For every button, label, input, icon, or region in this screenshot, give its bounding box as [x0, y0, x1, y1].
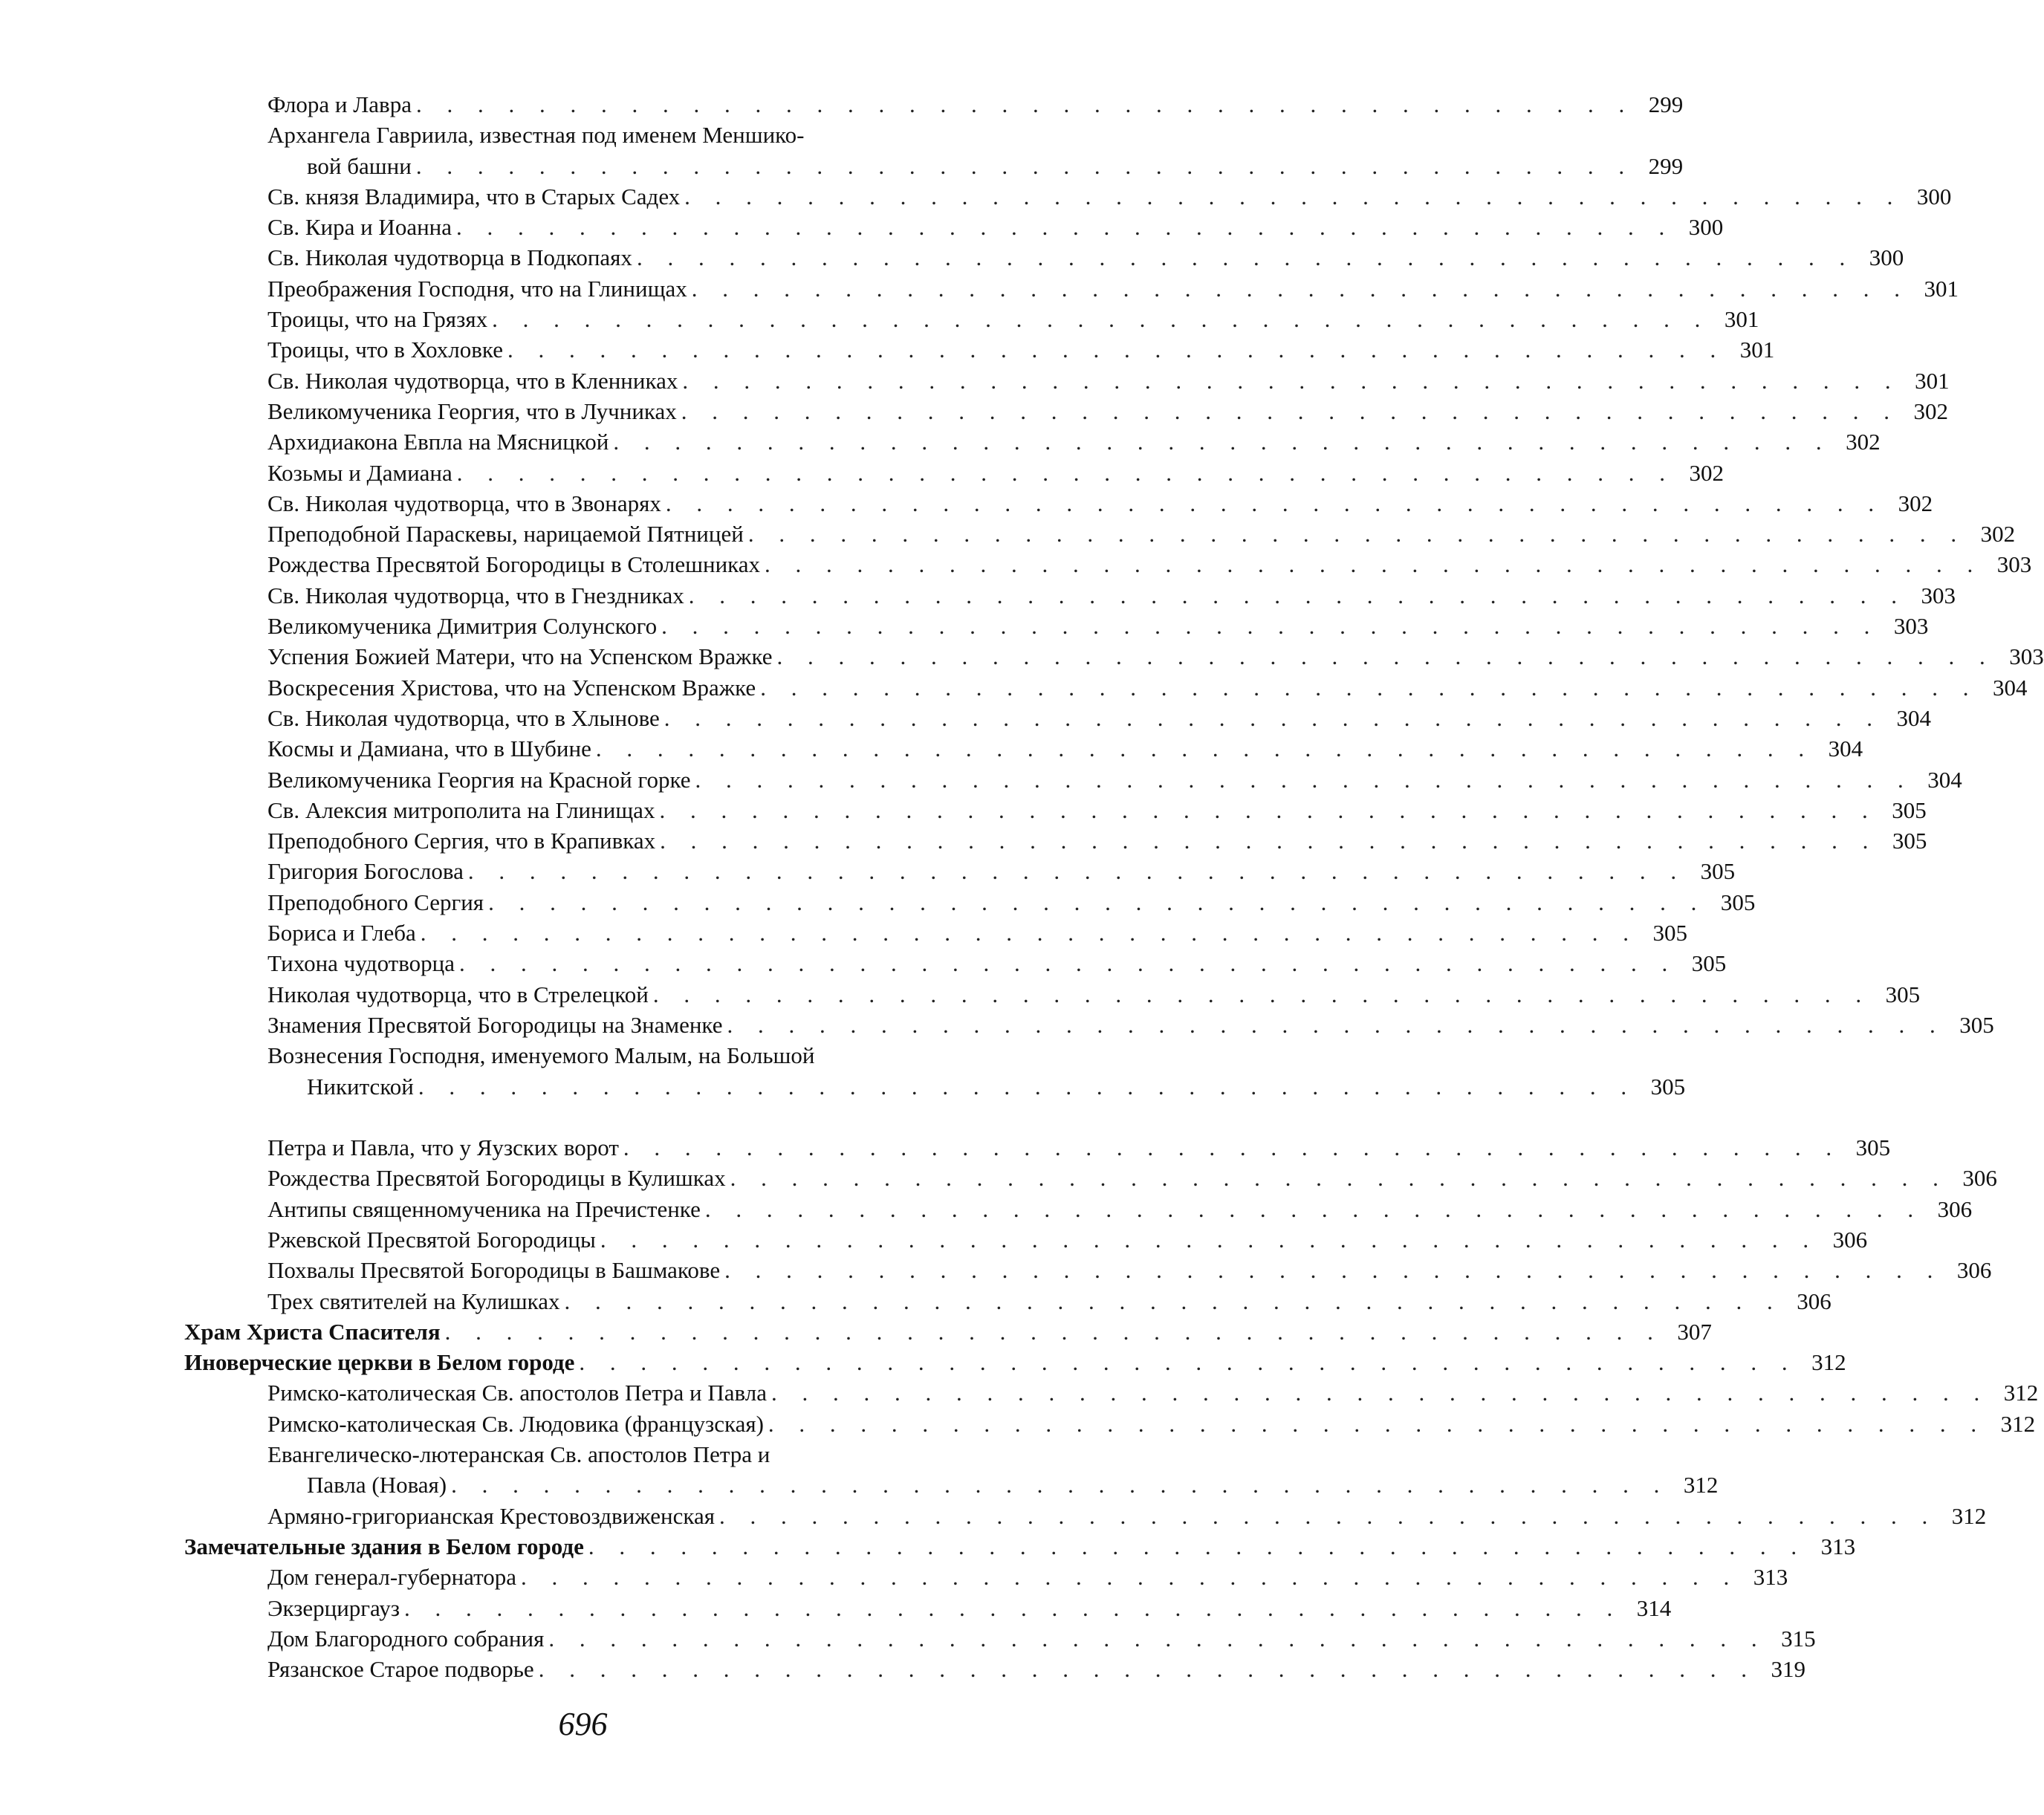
toc-entry-title: Преображения Господня, что на Глинищах	[267, 275, 687, 302]
dot-leader: . . . . . . . . . . . . . . . . . . . . . . . . . . . . . . . . . . . . . . . .	[704, 1195, 1924, 1222]
toc-entry-page: 312	[1951, 1502, 1987, 1529]
toc-entry-page: 303	[2009, 643, 2044, 670]
dot-leader: . . . . . . . . . . . . . . . . . . . . . . . . . . . . . . . . . . . . . . . .	[730, 1165, 1948, 1192]
toc-entry	[184, 426, 1881, 457]
toc-entry-page: 301	[1724, 306, 1759, 333]
toc-entry-title: Антипы священномученика на Пречистенке	[267, 1195, 701, 1222]
toc-entry-title: Тихона чудотворца	[267, 950, 455, 977]
dot-leader: . . . . . . . . . . . . . . . . . . . . . . . . . . . . . . . . . . . . . . . .	[467, 858, 1687, 885]
toc-entry-page: 305	[1720, 889, 1756, 915]
toc-entry	[184, 703, 1932, 733]
toc-entry	[184, 733, 1863, 764]
dot-leader: . . . . . . . . . . . . . . . . . . . . . . . . . . . . . . . . . . . . . . . .	[415, 91, 1635, 117]
toc-entry	[184, 1654, 1805, 1684]
toc-entry-title: Св. Алексия митрополита на Глинищах	[267, 796, 655, 823]
toc-entry-page: 306	[1832, 1226, 1868, 1253]
toc-entry	[184, 488, 1933, 519]
toc-entry-title: Троицы, что в Хохловке	[267, 337, 503, 363]
toc-entry-page: 305	[1892, 796, 1927, 823]
toc-entry-title: Петра и Павла, что у Яузских ворот	[267, 1134, 619, 1161]
toc-entry	[184, 396, 1949, 426]
toc-entry	[184, 1470, 1719, 1500]
dot-leader: . . . . . . . . . . . . . . . . . . . . . . . . . . . . . . . . . . . . . . . .	[507, 337, 1726, 363]
toc-entry	[184, 334, 1775, 365]
dot-leader: . . . . . . . . . . . . . . . . . . . . . . . . . . . . . . . . . . . . . . . .	[652, 981, 1872, 1007]
toc-entry	[184, 181, 1952, 212]
toc-entry-page: 305	[1700, 858, 1736, 885]
toc-entry	[184, 948, 1727, 978]
toc-entry-page: 305	[1885, 981, 1921, 1007]
toc-entry	[184, 366, 1950, 396]
toc-entry-title: Похвалы Пресвятой Богородицы в Башмакове	[267, 1257, 721, 1284]
toc-entry-page: 307	[1677, 1318, 1712, 1345]
dot-leader: . . . . . . . . . . . . . . . . . . . . . . . . . . . . . . . . . . . . . . . .	[564, 1288, 1782, 1314]
toc-entry-page: 302	[1846, 429, 1881, 455]
dot-leader: . . . . . . . . . . . . . . . . . . . . . . . . . . . . . . . . . . . . . . . .	[636, 244, 1855, 271]
toc-entry-page: 312	[1811, 1349, 1846, 1376]
toc-entry	[184, 1071, 1686, 1102]
toc-entry-title: Преподобного Сергия, что в Крапивках	[267, 828, 656, 854]
toc-entry	[184, 304, 1759, 334]
toc-entry-title: Св. князя Владимира, что в Старых Садех	[267, 183, 681, 210]
dot-leader: . . . . . . . . . . . . . . . . . . . . . . . . . . . . . . . . . . . . . . . .	[579, 1349, 1797, 1376]
toc-entry	[184, 549, 2032, 579]
toc-entry	[184, 1255, 1992, 1285]
toc-entry-title: вой башни	[307, 152, 412, 179]
toc-entry	[184, 979, 1921, 1010]
toc-entry	[184, 1501, 1987, 1531]
dot-leader: . . . . . . . . . . . . . . . . . . . . . . . . . . . . . . . . . . . . . . . .	[768, 1410, 1987, 1437]
page-number: 696	[558, 1706, 608, 1742]
toc-entry-page: 312	[2003, 1380, 2039, 1406]
toc-entry	[184, 918, 1687, 948]
dot-leader: . . . . . . . . . . . . . . . . . . . . . . . . . . . . . . . . . . . . . . . .	[664, 704, 1883, 731]
dot-leader: . . . . . . . . . . . . . . . . . . . . . . . . . . . . . . . . . . . . . . . .	[718, 1502, 1938, 1529]
toc-entry-title: Храм Христа Спасителя	[184, 1318, 441, 1345]
toc-entry-title: Бориса и Глеба	[267, 920, 416, 947]
dot-leader: . . . . . . . . . . . . . . . . . . . . . . . . . . . . . . . . . . . . . . . .	[613, 429, 1832, 455]
toc-entry	[184, 672, 2028, 703]
toc-entry-page: 305	[1959, 1011, 1994, 1038]
toc-entry	[184, 1593, 1672, 1623]
dot-leader: . . . . . . . . . . . . . . . . . . . . . . . . . . . . . . . . . . . . . . . .	[415, 152, 1635, 179]
toc-entry-title: Преподобной Параскевы, нарицаемой Пятницей	[267, 521, 744, 548]
dot-leader: . . . . . . . . . . . . . . . . . . . . . . . . . . . . . . . . . . . . . . . .	[538, 1656, 1756, 1683]
toc-entry-title: Троицы, что на Грязях	[267, 306, 488, 333]
toc-entry	[184, 89, 1684, 120]
dot-leader: . . . . . . . . . . . . . . . . . . . . . . . . . . . . . . . . . . . . . . . .	[444, 1318, 1663, 1345]
toc-entry-page: 306	[1962, 1165, 1997, 1192]
toc-entry-title: Вознесения Господня, именуемого Малым, на Большой	[267, 1042, 815, 1069]
toc-entry	[184, 151, 1684, 181]
toc-entry	[184, 242, 1904, 273]
toc-entry-title: Архидиакона Евпла на Мясницкой	[267, 429, 609, 455]
dot-leader: . . . . . . . . . . . . . . . . . . . . . . . . . . . . . . . . . . . . . . . .	[403, 1594, 1623, 1621]
toc-entry-title: Рождества Пресвятой Богородицы в Кулишках	[267, 1165, 726, 1192]
toc-entry-title: Экзерциргауз	[267, 1594, 400, 1621]
toc-entry-title: Св. Николая чудотворца, что в Гнездниках	[267, 582, 684, 608]
toc-entry	[184, 1163, 1997, 1193]
toc-entry-title: Великомученика Георгия, что в Лучниках	[267, 397, 677, 424]
toc-entry-title: Св. Николая чудотворца, что в Хлынове	[267, 704, 660, 731]
toc-entry-page: 305	[1650, 1073, 1686, 1100]
toc-entry	[184, 1439, 1002, 1470]
toc-entry-title: Павла (Новая)	[307, 1472, 447, 1499]
dot-leader: . . . . . . . . . . . . . . . . . . . . . . . . . . . . . . . . . . . . . . . .	[488, 889, 1707, 915]
toc-entry	[184, 764, 1962, 795]
toc-entry-page: 302	[1898, 490, 1933, 516]
toc-entry	[184, 1286, 1832, 1316]
toc-entry-title: Григория Богослова	[267, 858, 464, 885]
toc-entry-title: Иноверческие церкви в Белом городе	[184, 1349, 575, 1376]
toc-entry-title: Козьмы и Дамиана	[267, 459, 452, 486]
toc-entry-title: Знамения Пресвятой Богородицы на Знаменке	[267, 1011, 723, 1038]
toc-entry-page: 302	[1913, 397, 1949, 424]
dot-leader: . . . . . . . . . . . . . . . . . . . . . . . . . . . . . . . . . . . . . . . .	[623, 1134, 1842, 1161]
dot-leader: . . . . . . . . . . . . . . . . . . . . . . . . . . . . . . . . . . . . . . . .	[451, 1472, 1670, 1499]
dot-leader: . . . . . . . . . . . . . . . . . . . . . . . . . . . . . . . . . . . . . . . .	[695, 766, 1913, 793]
toc-entry-page: 301	[1924, 275, 1959, 302]
toc-entry-title: Армяно-григорианская Крестовоздвиженская	[267, 1502, 715, 1529]
toc-section-heading	[184, 1347, 1846, 1377]
toc-entry-page: 301	[1915, 367, 1950, 394]
dot-leader: . . . . . . . . . . . . . . . . . . . . . . . . . . . . . . . . . . . . . . . .	[747, 521, 1967, 548]
toc-section-heading	[184, 1531, 1856, 1562]
toc-entry	[184, 1194, 1973, 1224]
table-of-contents	[184, 89, 2044, 1684]
dot-leader: . . . . . . . . . . . . . . . . . . . . . . . . . . . . . . . . . . . . . . . .	[459, 950, 1678, 977]
toc-entry	[184, 273, 1959, 304]
toc-entry-title: Никитской	[307, 1073, 414, 1100]
dot-leader: . . . . . . . . . . . . . . . . . . . . . . . . . . . . . . . . . . . . . . . .	[521, 1564, 1739, 1591]
toc-entry	[184, 611, 1929, 641]
toc-entry-title: Трех святителей на Кулишках	[267, 1288, 560, 1314]
dot-leader: . . . . . . . . . . . . . . . . . . . . . . . . . . . . . . . . . . . . . . . .	[418, 1073, 1637, 1100]
dot-leader: . . . . . . . . . . . . . . . . . . . . . . . . . . . . . . . . . . . . . . . .	[595, 736, 1814, 762]
toc-entry-title: Римско-католическая Св. Людовика (французская)	[267, 1410, 764, 1437]
toc-entry-title: Св. Николая чудотворца, что в Кленниках	[267, 367, 678, 394]
dot-leader: . . . . . . . . . . . . . . . . . . . . . . . . . . . . . . . . . . . . . . . .	[588, 1533, 1807, 1559]
toc-entry	[184, 519, 2016, 549]
toc-entry	[184, 580, 1956, 611]
toc-entry-title: Св. Кира и Иоанна	[267, 214, 452, 241]
toc-entry-page: 302	[1689, 459, 1725, 486]
toc-entry-page: 303	[1996, 551, 2032, 578]
toc-entry-title: Великомученика Димитрия Солунского	[267, 613, 658, 640]
dot-leader: . . . . . . . . . . . . . . . . . . . . . . . . . . . . . . . . . . . . . . . .	[688, 582, 1907, 608]
dot-leader: . . . . . . . . . . . . . . . . . . . . . . . . . . . . . . . . . . . . . . . .	[684, 183, 1903, 210]
toc-entry-title: Замечательные здания в Белом городе	[184, 1533, 584, 1559]
toc-entry-page: 312	[1683, 1472, 1719, 1499]
toc-entry-title: Воскресения Христова, что на Успенском Вражке	[267, 674, 756, 701]
toc-entry-title: Св. Николая чудотворца, что в Звонарях	[267, 490, 661, 516]
toc-entry-page: 303	[1921, 582, 1956, 608]
toc-entry-title: Евангелическо-лютеранская Св. апостолов Петра и	[267, 1441, 770, 1468]
dot-leader: . . . . . . . . . . . . . . . . . . . . . . . . . . . . . . . . . . . . . . . .	[420, 920, 1638, 947]
toc-entry-title: Дом Благородного собрания	[267, 1625, 545, 1652]
toc-entry-title: Св. Николая чудотворца в Подкопаях	[267, 244, 632, 271]
toc-entry	[184, 825, 1927, 856]
dot-leader: . . . . . . . . . . . . . . . . . . . . . . . . . . . . . . . . . . . . . . . .	[724, 1257, 1943, 1284]
toc-entry-page: 304	[1992, 674, 2028, 701]
toc-entry-page: 306	[1956, 1257, 1992, 1284]
toc-entry-title: Римско-католическая Св. апостолов Петра и Павла	[267, 1380, 767, 1406]
toc-entry	[184, 212, 1724, 242]
toc-entry-page: 305	[1691, 950, 1727, 977]
toc-entry	[184, 856, 1736, 886]
dot-leader: . . . . . . . . . . . . . . . . . . . . . . . . . . . . . . . . . . . . . . . .	[765, 551, 1983, 578]
toc-entry	[184, 1040, 1002, 1071]
toc-entry-title: Флора и Лавра	[267, 91, 412, 117]
dot-leader: . . . . . . . . . . . . . . . . . . . . . . . . . . . . . . . . . . . . . . . .	[681, 397, 1900, 424]
toc-entry-page: 315	[1781, 1625, 1816, 1652]
dot-leader: . . . . . . . . . . . . . . . . . . . . . . . . . . . . . . . . . . . . . . . .	[600, 1226, 1819, 1253]
toc-entry	[184, 1562, 1788, 1592]
toc-entry	[184, 1224, 1868, 1255]
dot-leader: . . . . . . . . . . . . . . . . . . . . . . . . . . . . . . . . . . . . . . . .	[691, 275, 1910, 302]
toc-entry	[184, 1623, 1816, 1654]
toc-entry	[184, 120, 1002, 150]
toc-entry-page: 313	[1820, 1533, 1856, 1559]
toc-entry-title: Рязанское Старое подворье	[267, 1656, 534, 1683]
toc-entry-page: 305	[1652, 920, 1687, 947]
toc-entry-page: 301	[1739, 337, 1775, 363]
toc-entry-page: 304	[1896, 704, 1932, 731]
toc-entry-page: 312	[2000, 1410, 2036, 1437]
toc-entry-page: 299	[1648, 152, 1684, 179]
dot-leader: . . . . . . . . . . . . . . . . . . . . . . . . . . . . . . . . . . . . . . . .	[661, 613, 1880, 640]
toc-entry	[184, 458, 1725, 488]
toc-entry-page: 300	[1688, 214, 1724, 241]
section-gap	[184, 1102, 1002, 1132]
dot-leader: . . . . . . . . . . . . . . . . . . . . . . . . . . . . . . . . . . . . . . . .	[659, 796, 1878, 823]
toc-entry-title: Архангела Гавриила, известная под именем Меншико-	[267, 122, 805, 149]
dot-leader: . . . . . . . . . . . . . . . . . . . . . . . . . . . . . . . . . . . . . . . .	[456, 459, 1675, 486]
toc-entry-page: 305	[1892, 828, 1927, 854]
dot-leader: . . . . . . . . . . . . . . . . . . . . . . . . . . . . . . . . . . . . . . . .	[665, 490, 1884, 516]
toc-entry-title: Космы и Дамиана, что в Шубине	[267, 736, 591, 762]
toc-entry-title: Ржевской Пресвятой Богородицы	[267, 1226, 596, 1253]
dot-leader: . . . . . . . . . . . . . . . . . . . . . . . . . . . . . . . . . . . . . . . .	[727, 1011, 1945, 1038]
toc-entry-page: 319	[1771, 1656, 1805, 1683]
toc-entry-page: 306	[1797, 1288, 1832, 1314]
dot-leader: . . . . . . . . . . . . . . . . . . . . . . . . . . . . . . . . . . . . . . . .	[760, 674, 1979, 701]
dot-leader: . . . . . . . . . . . . . . . . . . . . . . . . . . . . . . . . . . . . . . . .	[456, 214, 1675, 241]
dot-leader: . . . . . . . . . . . . . . . . . . . . . . . . . . . . . . . . . . . . . . . .	[771, 1380, 1990, 1406]
toc-entry	[184, 1010, 1994, 1040]
toc-entry	[184, 1132, 1891, 1163]
dot-leader: . . . . . . . . . . . . . . . . . . . . . . . . . . . . . . . . . . . . . . . .	[682, 367, 1901, 394]
dot-leader: . . . . . . . . . . . . . . . . . . . . . . . . . . . . . . . . . . . . . . . .	[548, 1625, 1767, 1652]
toc-entry	[184, 887, 1756, 918]
toc-entry-page: 304	[1828, 736, 1863, 762]
toc-entry-page: 305	[1855, 1134, 1891, 1161]
toc-entry-page: 314	[1636, 1594, 1672, 1621]
toc-entry-page: 306	[1937, 1195, 1973, 1222]
toc-section-heading	[184, 1316, 1712, 1347]
toc-entry-page: 313	[1753, 1564, 1788, 1591]
toc-entry	[184, 641, 2044, 672]
toc-entry-page: 303	[1893, 613, 1929, 640]
toc-entry-page: 302	[1980, 521, 2016, 548]
toc-entry-page: 300	[1916, 183, 1952, 210]
toc-entry-title: Дом генерал-губернатора	[267, 1564, 517, 1591]
toc-entry	[184, 1377, 2039, 1408]
toc-entry-title: Преподобного Сергия	[267, 889, 484, 915]
dot-leader: . . . . . . . . . . . . . . . . . . . . . . . . . . . . . . . . . . . . . . . .	[776, 643, 1995, 670]
toc-entry-page: 300	[1869, 244, 1904, 271]
dot-leader: . . . . . . . . . . . . . . . . . . . . . . . . . . . . . . . . . . . . . . . .	[492, 306, 1710, 333]
toc-entry-page: 299	[1648, 91, 1684, 117]
toc-entry-title: Николая чудотворца, что в Стрелецкой	[267, 981, 649, 1007]
dot-leader: . . . . . . . . . . . . . . . . . . . . . . . . . . . . . . . . . . . . . . . .	[660, 828, 1878, 854]
toc-entry-title: Успения Божией Матери, что на Успенском Вражке	[267, 643, 773, 670]
toc-entry-title: Великомученика Георгия на Красной горке	[267, 766, 691, 793]
toc-entry	[184, 1409, 2036, 1439]
toc-entry	[184, 795, 1927, 825]
toc-entry-page: 304	[1927, 766, 1962, 793]
toc-entry-title: Рождества Пресвятой Богородицы в Столешниках	[267, 551, 761, 578]
